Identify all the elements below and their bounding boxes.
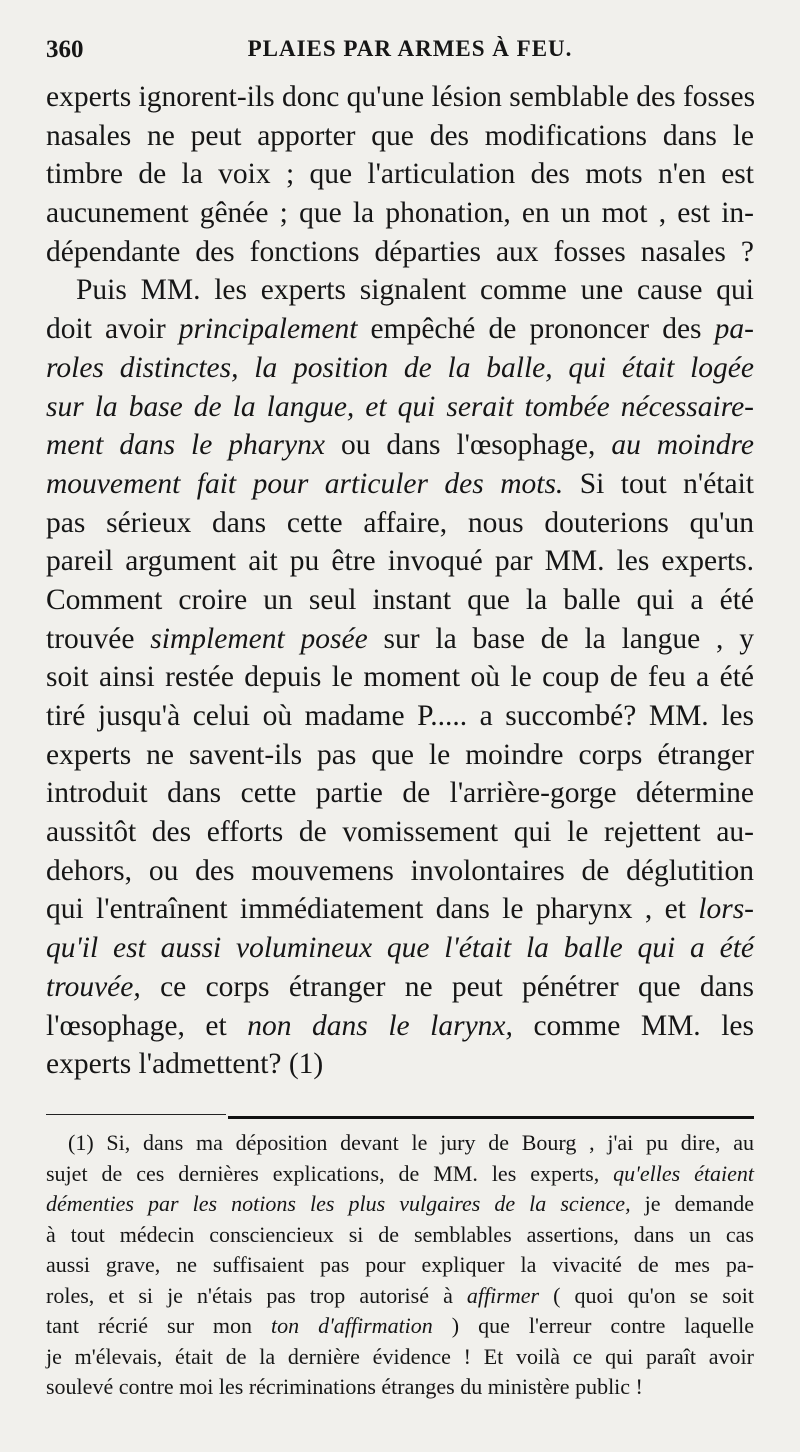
body-line (46, 1045, 754, 1084)
body-line (46, 736, 754, 775)
text-segment: tant récrié sur mon (46, 1313, 271, 1338)
text-segment: je m'élevais, était de la dernière évidence ! Et voilà ce qui paraît avoir (46, 1343, 754, 1369)
body-line (46, 194, 754, 233)
text-segment: dehors, ou des mouvemens involontaires de déglutition (46, 854, 754, 887)
body-line (46, 890, 754, 929)
text-segment: experts ignorent-ils donc qu'une lésion semblable des fosses (46, 81, 756, 113)
body-line (46, 155, 754, 194)
body-line (46, 1007, 754, 1046)
body-line (46, 78, 754, 117)
body-line (46, 426, 754, 465)
footnote-line (46, 1220, 754, 1251)
text-segment: dépendante des fonctions départies aux fosses nasales ? (46, 235, 754, 268)
text-segment: (1) Si, dans ma déposition devant le jury de Bourg , j'ai pu dire, au (68, 1130, 754, 1155)
footnote-line (46, 1311, 754, 1342)
footnote-line (46, 1128, 754, 1159)
footnote-line (46, 1342, 754, 1373)
text-segment: timbre de la voix ; que l'articulation des mots n'en est (46, 158, 754, 191)
footnote-separator (46, 1114, 754, 1122)
text-segment: ou dans l'œsophage, (324, 429, 612, 462)
text-segment: doit avoir (46, 313, 179, 346)
italic-text: qu'elles étaient (613, 1160, 755, 1186)
body-line (46, 813, 754, 852)
footnote-line (46, 1189, 754, 1220)
text-segment: aussitôt des efforts de vomissement qui le rejettent au- (46, 816, 754, 849)
text-segment: introduit dans cette partie de l'arrière-gorge détermine (46, 777, 754, 810)
body-line (46, 774, 754, 813)
text-segment: trouvée (46, 622, 151, 655)
italic-text: roles distinctes, la position de la balle, qui était logée (46, 351, 754, 384)
italic-text: au moindre (611, 429, 755, 462)
text-segment: tiré jusqu'à celui où madame P..... a succombé? MM. les (46, 700, 754, 732)
text-segment: je demande (630, 1191, 754, 1216)
body-line (46, 117, 754, 156)
body-line (46, 233, 754, 272)
text-segment: sujet de ces dernières explications, de MM. les experts, (46, 1160, 614, 1186)
text-segment: pareil argument ait pu être invoqué par MM. les experts. (46, 545, 754, 578)
separator-thick-rule (228, 1116, 754, 1119)
italic-text: qu'il est aussi volumineux que l'était la balle qui a été (46, 932, 754, 965)
footnote-line (46, 1372, 754, 1403)
italic-text: démenties par les notions les plus vulgaires de la science, (46, 1191, 631, 1216)
running-title: PLAIES PAR ARMES À FEU. (247, 36, 573, 61)
text-segment: l'œsophage, et (46, 1009, 248, 1042)
body-line (46, 310, 754, 349)
italic-text: ment dans le pharynx (46, 429, 325, 462)
body-line (46, 542, 754, 581)
italic-text: sur la base de la langue, et qui serait tombée nécessaire- (46, 390, 754, 423)
body-line (46, 929, 754, 968)
text-segment: comme MM. les (512, 1009, 754, 1042)
footnote-line (46, 1159, 754, 1190)
body-line (46, 581, 754, 620)
body-line (46, 504, 754, 543)
footnote (46, 1128, 754, 1403)
text-segment: empêché de prononcer des (357, 313, 715, 346)
text-segment: nasales ne peut apporter que des modifications dans le (46, 119, 754, 152)
page-header (46, 36, 754, 76)
text-segment: Si tout n'était (563, 467, 754, 500)
italic-text: ton d'affirmation (270, 1313, 433, 1338)
text-segment: soit ainsi restée depuis le moment où le coup de feu a été (46, 661, 754, 694)
text-segment: aussi grave, ne suffisaient pas pour expliquer la vivacité de mes pa- (46, 1252, 754, 1277)
body-line (46, 349, 754, 388)
italic-text: simplement posée (150, 622, 368, 655)
text-segment: qui l'entraînent immédiatement dans le pharynx , et (46, 893, 699, 926)
body-line (46, 968, 754, 1007)
italic-text: principalement (178, 313, 358, 346)
italic-text: pa- (714, 313, 754, 346)
body-line (46, 658, 754, 697)
text-segment: experts ne savent-ils pas que le moindre corps étranger (46, 738, 754, 771)
italic-text: trouvée, (46, 970, 141, 1003)
body-line (46, 388, 754, 427)
text-segment: pas sérieux dans cette affaire, nous douterions qu'un (46, 506, 754, 539)
separator-thin-rule (46, 1114, 226, 1115)
text-segment: experts l'admettent? (1) (46, 1048, 324, 1081)
text-segment: aucunement gênée ; que la phonation, en un mot , est in- (46, 197, 754, 230)
text-segment: sur la base de la langue , y (367, 622, 754, 655)
body-line (46, 465, 754, 504)
italic-text: mouvement fait pour articuler des mots. (46, 467, 564, 500)
text-segment: ) que l'erreur contre laquelle (432, 1313, 754, 1338)
body-text (46, 78, 754, 1084)
text-segment: à tout médecin consciencieux si de semblables assertions, dans un cas (46, 1221, 754, 1247)
text-segment: Puis MM. les experts signalent comme une cause qui (76, 274, 754, 307)
body-line (46, 620, 754, 659)
page-number: 360 (46, 36, 84, 63)
body-line (46, 271, 754, 310)
text-segment: Comment croire un seul instant que la balle qui a été (46, 583, 754, 616)
text-segment: roles, et si je n'étais pas trop autorisé à (46, 1282, 467, 1308)
text-segment: ( quoi qu'on se soit (539, 1282, 754, 1308)
text-segment: ce corps étranger ne peut pénétrer que dans (140, 970, 754, 1003)
body-line (46, 852, 754, 891)
italic-text: non dans le larynx, (247, 1009, 513, 1042)
footnote-line (46, 1281, 754, 1312)
body-line (46, 697, 754, 736)
footnote-line (46, 1250, 754, 1281)
text-segment: soulevé contre moi les récriminations étranges du ministère public ! (46, 1374, 643, 1399)
italic-text: affirmer (466, 1282, 540, 1308)
italic-text: lors- (698, 893, 754, 926)
